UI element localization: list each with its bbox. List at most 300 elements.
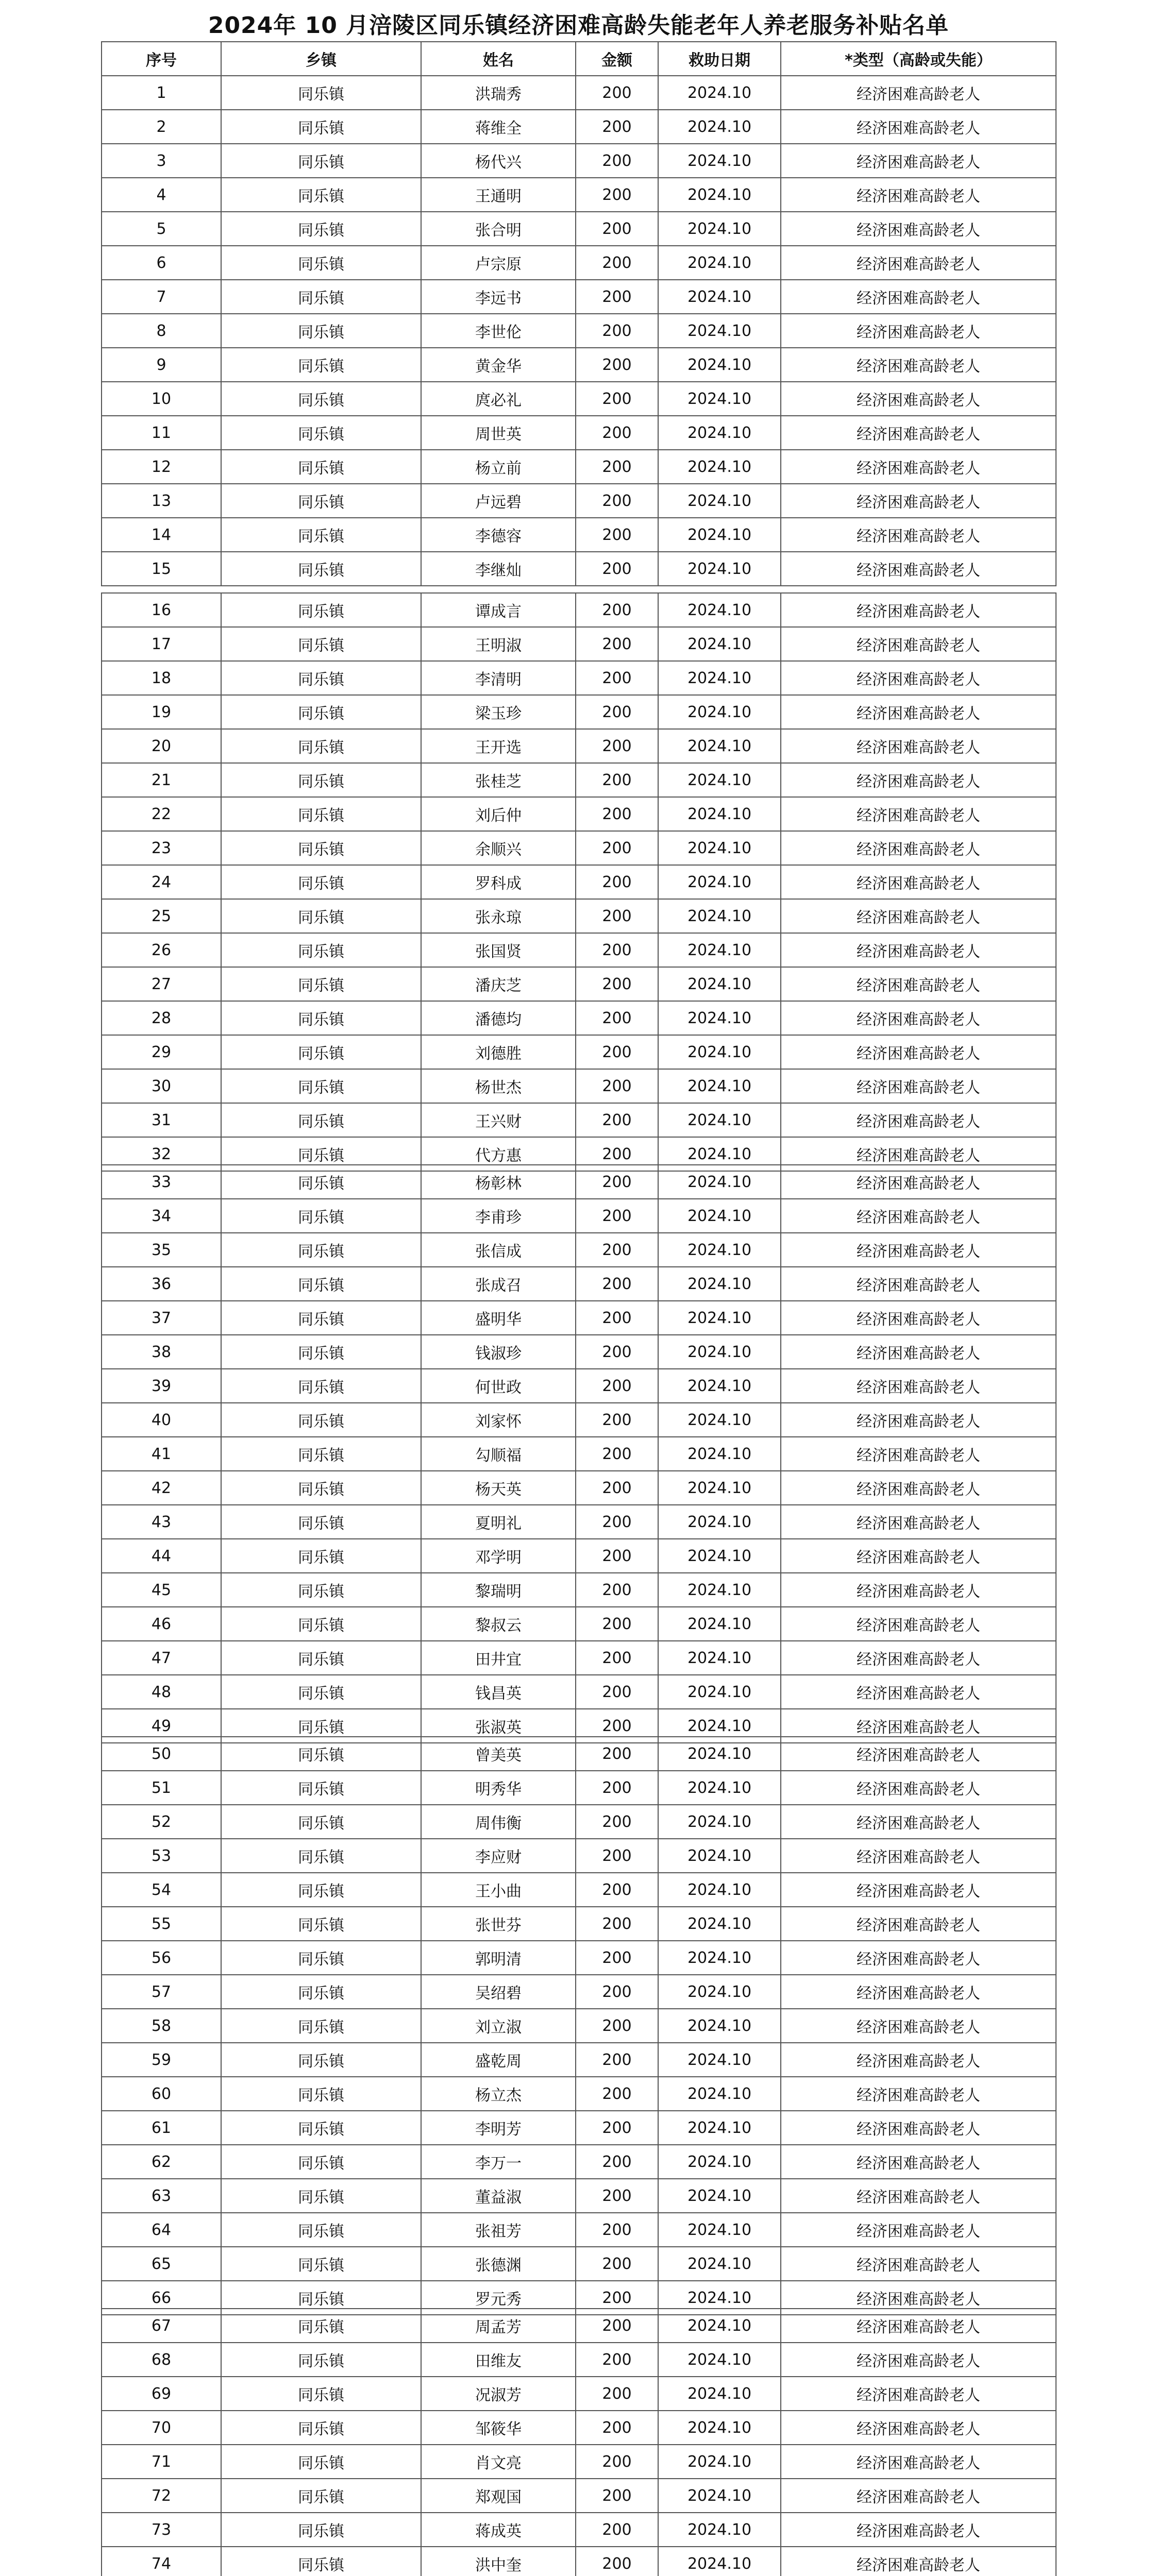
amount-cell: 200 <box>576 1437 658 1471</box>
table-row <box>102 967 1056 1001</box>
type-cell: 经济困难高龄老人 <box>781 2043 1056 2077</box>
name-cell: 杨彰林 <box>421 1165 576 1199</box>
town-cell: 同乐镇 <box>221 314 421 348</box>
amount-cell: 200 <box>576 831 658 865</box>
amount-cell: 200 <box>576 1369 658 1403</box>
name-cell: 李明芳 <box>421 2111 576 2145</box>
date-cell: 2024.10 <box>658 246 781 280</box>
row-number: 15 <box>102 552 221 586</box>
name-cell: 张桂芝 <box>421 763 576 797</box>
name-cell: 盛乾周 <box>421 2043 576 2077</box>
name-cell: 刘家怀 <box>421 1403 576 1437</box>
row-number: 58 <box>102 2009 221 2043</box>
type-cell: 经济困难高龄老人 <box>781 280 1056 314</box>
amount-cell: 200 <box>576 1505 658 1539</box>
date-cell: 2024.10 <box>658 76 781 110</box>
type-cell: 经济困难高龄老人 <box>781 1369 1056 1403</box>
name-cell: 郑观国 <box>421 2479 576 2513</box>
table-row <box>102 2547 1056 2576</box>
row-number: 20 <box>102 729 221 763</box>
date-cell: 2024.10 <box>658 729 781 763</box>
amount-cell: 200 <box>576 1573 658 1607</box>
table-row <box>102 110 1056 144</box>
date-cell: 2024.10 <box>658 1165 781 1199</box>
type-cell: 经济困难高龄老人 <box>781 1335 1056 1369</box>
name-cell: 周世英 <box>421 416 576 450</box>
date-cell: 2024.10 <box>658 178 781 212</box>
type-cell: 经济困难高龄老人 <box>781 1001 1056 1035</box>
town-cell: 同乐镇 <box>221 552 421 586</box>
table-row <box>102 416 1056 450</box>
row-number: 57 <box>102 1975 221 2009</box>
town-cell: 同乐镇 <box>221 627 421 661</box>
amount-cell: 200 <box>576 695 658 729</box>
type-cell: 经济困难高龄老人 <box>781 831 1056 865</box>
name-cell: 张国贤 <box>421 933 576 967</box>
date-cell: 2024.10 <box>658 2077 781 2111</box>
date-cell: 2024.10 <box>658 314 781 348</box>
row-number: 8 <box>102 314 221 348</box>
table-row <box>102 1199 1056 1233</box>
row-number: 6 <box>102 246 221 280</box>
amount-cell: 200 <box>576 1137 658 1171</box>
town-cell: 同乐镇 <box>221 1233 421 1267</box>
town-cell: 同乐镇 <box>221 1301 421 1335</box>
town-cell: 同乐镇 <box>221 2513 421 2547</box>
column-header: 序号 <box>102 42 221 76</box>
type-cell: 经济困难高龄老人 <box>781 1437 1056 1471</box>
date-cell: 2024.10 <box>658 1771 781 1805</box>
table-row <box>102 1641 1056 1675</box>
amount-cell: 200 <box>576 484 658 518</box>
town-cell: 同乐镇 <box>221 1199 421 1233</box>
name-cell: 余顺兴 <box>421 831 576 865</box>
type-cell: 经济困难高龄老人 <box>781 178 1056 212</box>
table-row <box>102 2411 1056 2445</box>
type-cell: 经济困难高龄老人 <box>781 763 1056 797</box>
date-cell: 2024.10 <box>658 2411 781 2445</box>
date-cell: 2024.10 <box>658 280 781 314</box>
amount-cell: 200 <box>576 552 658 586</box>
row-number: 31 <box>102 1103 221 1137</box>
date-cell: 2024.10 <box>658 933 781 967</box>
table-row <box>102 246 1056 280</box>
row-number: 36 <box>102 1267 221 1301</box>
type-cell: 经济困难高龄老人 <box>781 76 1056 110</box>
name-cell: 王小曲 <box>421 1873 576 1907</box>
row-number: 71 <box>102 2445 221 2479</box>
amount-cell: 200 <box>576 382 658 416</box>
amount-cell: 200 <box>576 1607 658 1641</box>
amount-cell: 200 <box>576 2411 658 2445</box>
type-cell: 经济困难高龄老人 <box>781 2179 1056 2213</box>
row-number: 62 <box>102 2145 221 2179</box>
town-cell: 同乐镇 <box>221 2077 421 2111</box>
table-row <box>102 797 1056 831</box>
town-cell: 同乐镇 <box>221 1907 421 1941</box>
name-cell: 李远书 <box>421 280 576 314</box>
town-cell: 同乐镇 <box>221 1335 421 1369</box>
type-cell: 经济困难高龄老人 <box>781 2077 1056 2111</box>
table-row <box>102 1403 1056 1437</box>
type-cell: 经济困难高龄老人 <box>781 1199 1056 1233</box>
name-cell: 董益淑 <box>421 2179 576 2213</box>
row-number: 26 <box>102 933 221 967</box>
amount-cell: 200 <box>576 797 658 831</box>
amount-cell: 200 <box>576 1069 658 1103</box>
amount-cell: 200 <box>576 1471 658 1505</box>
row-number: 3 <box>102 144 221 178</box>
table-row <box>102 280 1056 314</box>
amount-cell: 200 <box>576 1233 658 1267</box>
type-cell: 经济困难高龄老人 <box>781 1675 1056 1709</box>
type-cell: 经济困难高龄老人 <box>781 899 1056 933</box>
amount-cell: 200 <box>576 899 658 933</box>
town-cell: 同乐镇 <box>221 416 421 450</box>
column-header: *类型（高龄或失能） <box>781 42 1056 76</box>
date-cell: 2024.10 <box>658 450 781 484</box>
type-cell: 经济困难高龄老人 <box>781 382 1056 416</box>
table-row <box>102 144 1056 178</box>
amount-cell: 200 <box>576 76 658 110</box>
table-row <box>102 2111 1056 2145</box>
row-number: 4 <box>102 178 221 212</box>
name-cell: 李应财 <box>421 1839 576 1873</box>
table-row <box>102 1471 1056 1505</box>
town-cell: 同乐镇 <box>221 2343 421 2377</box>
type-cell: 经济困难高龄老人 <box>781 450 1056 484</box>
type-cell: 经济困难高龄老人 <box>781 2445 1056 2479</box>
town-cell: 同乐镇 <box>221 1941 421 1975</box>
type-cell: 经济困难高龄老人 <box>781 110 1056 144</box>
row-number: 46 <box>102 1607 221 1641</box>
date-cell: 2024.10 <box>658 2111 781 2145</box>
name-cell: 黎叔云 <box>421 1607 576 1641</box>
table-row <box>102 1941 1056 1975</box>
date-cell: 2024.10 <box>658 1035 781 1069</box>
table-row <box>102 627 1056 661</box>
type-cell: 经济困难高龄老人 <box>781 1907 1056 1941</box>
header-row <box>102 42 1056 76</box>
town-cell: 同乐镇 <box>221 2111 421 2145</box>
amount-cell: 200 <box>576 2247 658 2281</box>
date-cell: 2024.10 <box>658 484 781 518</box>
table-row <box>102 593 1056 627</box>
row-number: 11 <box>102 416 221 450</box>
name-cell: 邓学明 <box>421 1539 576 1573</box>
town-cell: 同乐镇 <box>221 763 421 797</box>
row-number: 12 <box>102 450 221 484</box>
table-row <box>102 2309 1056 2343</box>
town-cell: 同乐镇 <box>221 831 421 865</box>
date-cell: 2024.10 <box>658 627 781 661</box>
type-cell: 经济困难高龄老人 <box>781 627 1056 661</box>
name-cell: 张成召 <box>421 1267 576 1301</box>
name-cell: 李甫珍 <box>421 1199 576 1233</box>
name-cell: 王兴财 <box>421 1103 576 1137</box>
date-cell: 2024.10 <box>658 1301 781 1335</box>
name-cell: 黎瑞明 <box>421 1573 576 1607</box>
name-cell: 潘德均 <box>421 1001 576 1035</box>
type-cell: 经济困难高龄老人 <box>781 1709 1056 1743</box>
name-cell: 谭成言 <box>421 593 576 627</box>
date-cell: 2024.10 <box>658 797 781 831</box>
town-cell: 同乐镇 <box>221 661 421 695</box>
subsidy-table <box>101 1736 1057 2315</box>
type-cell: 经济困难高龄老人 <box>781 1805 1056 1839</box>
date-cell: 2024.10 <box>658 1737 781 1771</box>
type-cell: 经济困难高龄老人 <box>781 2009 1056 2043</box>
table-row <box>102 2077 1056 2111</box>
type-cell: 经济困难高龄老人 <box>781 144 1056 178</box>
type-cell: 经济困难高龄老人 <box>781 552 1056 586</box>
date-cell: 2024.10 <box>658 2445 781 2479</box>
name-cell: 田维友 <box>421 2343 576 2377</box>
type-cell: 经济困难高龄老人 <box>781 1103 1056 1137</box>
date-cell: 2024.10 <box>658 1471 781 1505</box>
table-row <box>102 178 1056 212</box>
name-cell: 卢远碧 <box>421 484 576 518</box>
type-cell: 经济困难高龄老人 <box>781 865 1056 899</box>
name-cell: 吴绍碧 <box>421 1975 576 2009</box>
name-cell: 杨代兴 <box>421 144 576 178</box>
table-row <box>102 1975 1056 2009</box>
table-row <box>102 695 1056 729</box>
row-number: 14 <box>102 518 221 552</box>
name-cell: 张合明 <box>421 212 576 246</box>
date-cell: 2024.10 <box>658 1069 781 1103</box>
date-cell: 2024.10 <box>658 695 781 729</box>
row-number: 44 <box>102 1539 221 1573</box>
town-cell: 同乐镇 <box>221 178 421 212</box>
amount-cell: 200 <box>576 2547 658 2576</box>
row-number: 70 <box>102 2411 221 2445</box>
town-cell: 同乐镇 <box>221 1771 421 1805</box>
date-cell: 2024.10 <box>658 1539 781 1573</box>
amount-cell: 200 <box>576 144 658 178</box>
name-cell: 田井宜 <box>421 1641 576 1675</box>
name-cell: 王开选 <box>421 729 576 763</box>
row-number: 63 <box>102 2179 221 2213</box>
type-cell: 经济困难高龄老人 <box>781 2377 1056 2411</box>
date-cell: 2024.10 <box>658 1199 781 1233</box>
type-cell: 经济困难高龄老人 <box>781 246 1056 280</box>
row-number: 10 <box>102 382 221 416</box>
page-title: 2024年 10 月涪陵区同乐镇经济困难高龄失能老年人养老服务补贴名单 <box>208 12 949 39</box>
amount-cell: 200 <box>576 1267 658 1301</box>
column-header: 救助日期 <box>658 42 781 76</box>
type-cell: 经济困难高龄老人 <box>781 2411 1056 2445</box>
table-row <box>102 2377 1056 2411</box>
subsidy-table <box>101 592 1057 1172</box>
type-cell: 经济困难高龄老人 <box>781 1471 1056 1505</box>
town-cell: 同乐镇 <box>221 1369 421 1403</box>
town-cell: 同乐镇 <box>221 2281 421 2315</box>
row-number: 45 <box>102 1573 221 1607</box>
amount-cell: 200 <box>576 2479 658 2513</box>
type-cell: 经济困难高龄老人 <box>781 2547 1056 2576</box>
row-number: 74 <box>102 2547 221 2576</box>
name-cell: 刘后仲 <box>421 797 576 831</box>
table-row <box>102 348 1056 382</box>
name-cell: 何世政 <box>421 1369 576 1403</box>
row-number: 39 <box>102 1369 221 1403</box>
table-row <box>102 1001 1056 1035</box>
row-number: 64 <box>102 2213 221 2247</box>
amount-cell: 200 <box>576 1675 658 1709</box>
town-cell: 同乐镇 <box>221 1103 421 1137</box>
table-row <box>102 2479 1056 2513</box>
type-cell: 经济困难高龄老人 <box>781 314 1056 348</box>
name-cell: 张信成 <box>421 1233 576 1267</box>
town-cell: 同乐镇 <box>221 2043 421 2077</box>
amount-cell: 200 <box>576 2179 658 2213</box>
date-cell: 2024.10 <box>658 1369 781 1403</box>
type-cell: 经济困难高龄老人 <box>781 967 1056 1001</box>
type-cell: 经济困难高龄老人 <box>781 1539 1056 1573</box>
row-number: 52 <box>102 1805 221 1839</box>
amount-cell: 200 <box>576 1709 658 1743</box>
row-number: 43 <box>102 1505 221 1539</box>
date-cell: 2024.10 <box>658 1675 781 1709</box>
table-row <box>102 1675 1056 1709</box>
name-cell: 李万一 <box>421 2145 576 2179</box>
date-cell: 2024.10 <box>658 2479 781 2513</box>
table-row <box>102 2009 1056 2043</box>
date-cell: 2024.10 <box>658 1403 781 1437</box>
date-cell: 2024.10 <box>658 763 781 797</box>
type-cell: 经济困难高龄老人 <box>781 1737 1056 1771</box>
type-cell: 经济困难高龄老人 <box>781 1873 1056 1907</box>
table-row <box>102 382 1056 416</box>
name-cell: 张世芬 <box>421 1907 576 1941</box>
table-row <box>102 1539 1056 1573</box>
amount-cell: 200 <box>576 2281 658 2315</box>
row-number: 66 <box>102 2281 221 2315</box>
amount-cell: 200 <box>576 865 658 899</box>
town-cell: 同乐镇 <box>221 2479 421 2513</box>
town-cell: 同乐镇 <box>221 2547 421 2576</box>
name-cell: 杨天英 <box>421 1471 576 1505</box>
date-cell: 2024.10 <box>658 1505 781 1539</box>
type-cell: 经济困难高龄老人 <box>781 1839 1056 1873</box>
name-cell: 郭明清 <box>421 1941 576 1975</box>
date-cell: 2024.10 <box>658 1335 781 1369</box>
date-cell: 2024.10 <box>658 212 781 246</box>
date-cell: 2024.10 <box>658 1805 781 1839</box>
row-number: 33 <box>102 1165 221 1199</box>
row-number: 38 <box>102 1335 221 1369</box>
amount-cell: 200 <box>576 1165 658 1199</box>
name-cell: 张淑英 <box>421 1709 576 1743</box>
type-cell: 经济困难高龄老人 <box>781 797 1056 831</box>
amount-cell: 200 <box>576 178 658 212</box>
row-number: 65 <box>102 2247 221 2281</box>
table-row <box>102 518 1056 552</box>
table-row <box>102 2043 1056 2077</box>
date-cell: 2024.10 <box>658 518 781 552</box>
row-number: 68 <box>102 2343 221 2377</box>
amount-cell: 200 <box>576 1403 658 1437</box>
name-cell: 罗科成 <box>421 865 576 899</box>
row-number: 18 <box>102 661 221 695</box>
subsidy-table <box>101 41 1057 586</box>
date-cell: 2024.10 <box>658 1233 781 1267</box>
name-cell: 周伟衡 <box>421 1805 576 1839</box>
town-cell: 同乐镇 <box>221 1403 421 1437</box>
type-cell: 经济困难高龄老人 <box>781 729 1056 763</box>
name-cell: 罗元秀 <box>421 2281 576 2315</box>
town-cell: 同乐镇 <box>221 144 421 178</box>
type-cell: 经济困难高龄老人 <box>781 1607 1056 1641</box>
row-number: 72 <box>102 2479 221 2513</box>
amount-cell: 200 <box>576 2145 658 2179</box>
table-row <box>102 2213 1056 2247</box>
type-cell: 经济困难高龄老人 <box>781 1035 1056 1069</box>
type-cell: 经济困难高龄老人 <box>781 348 1056 382</box>
type-cell: 经济困难高龄老人 <box>781 2247 1056 2281</box>
date-cell: 2024.10 <box>658 2009 781 2043</box>
type-cell: 经济困难高龄老人 <box>781 518 1056 552</box>
date-cell: 2024.10 <box>658 1641 781 1675</box>
amount-cell: 200 <box>576 1199 658 1233</box>
date-cell: 2024.10 <box>658 416 781 450</box>
name-cell: 李世伦 <box>421 314 576 348</box>
table-row <box>102 314 1056 348</box>
date-cell: 2024.10 <box>658 2513 781 2547</box>
type-cell: 经济困难高龄老人 <box>781 2343 1056 2377</box>
table-row <box>102 1771 1056 1805</box>
name-cell: 王通明 <box>421 178 576 212</box>
date-cell: 2024.10 <box>658 1975 781 2009</box>
row-number: 7 <box>102 280 221 314</box>
row-number: 5 <box>102 212 221 246</box>
table-row <box>102 552 1056 586</box>
town-cell: 同乐镇 <box>221 1975 421 2009</box>
type-cell: 经济困难高龄老人 <box>781 1267 1056 1301</box>
town-cell: 同乐镇 <box>221 212 421 246</box>
row-number: 42 <box>102 1471 221 1505</box>
subsidy-table <box>101 2308 1057 2576</box>
town-cell: 同乐镇 <box>221 450 421 484</box>
date-cell: 2024.10 <box>658 2281 781 2315</box>
town-cell: 同乐镇 <box>221 695 421 729</box>
date-cell: 2024.10 <box>658 1437 781 1471</box>
town-cell: 同乐镇 <box>221 110 421 144</box>
amount-cell: 200 <box>576 1001 658 1035</box>
name-cell: 张德渊 <box>421 2247 576 2281</box>
table-row <box>102 1267 1056 1301</box>
name-cell: 肖文亮 <box>421 2445 576 2479</box>
town-cell: 同乐镇 <box>221 1505 421 1539</box>
type-cell: 经济困难高龄老人 <box>781 1975 1056 2009</box>
amount-cell: 200 <box>576 1539 658 1573</box>
name-cell: 卢宗原 <box>421 246 576 280</box>
row-number: 49 <box>102 1709 221 1743</box>
name-cell: 刘德胜 <box>421 1035 576 1069</box>
town-cell: 同乐镇 <box>221 1437 421 1471</box>
type-cell: 经济困难高龄老人 <box>781 1771 1056 1805</box>
date-cell: 2024.10 <box>658 1103 781 1137</box>
type-cell: 经济困难高龄老人 <box>781 484 1056 518</box>
table-row <box>102 1369 1056 1403</box>
table-row <box>102 1335 1056 1369</box>
amount-cell: 200 <box>576 246 658 280</box>
table-row <box>102 865 1056 899</box>
amount-cell: 200 <box>576 2445 658 2479</box>
name-cell: 洪中奎 <box>421 2547 576 2576</box>
town-cell: 同乐镇 <box>221 1035 421 1069</box>
